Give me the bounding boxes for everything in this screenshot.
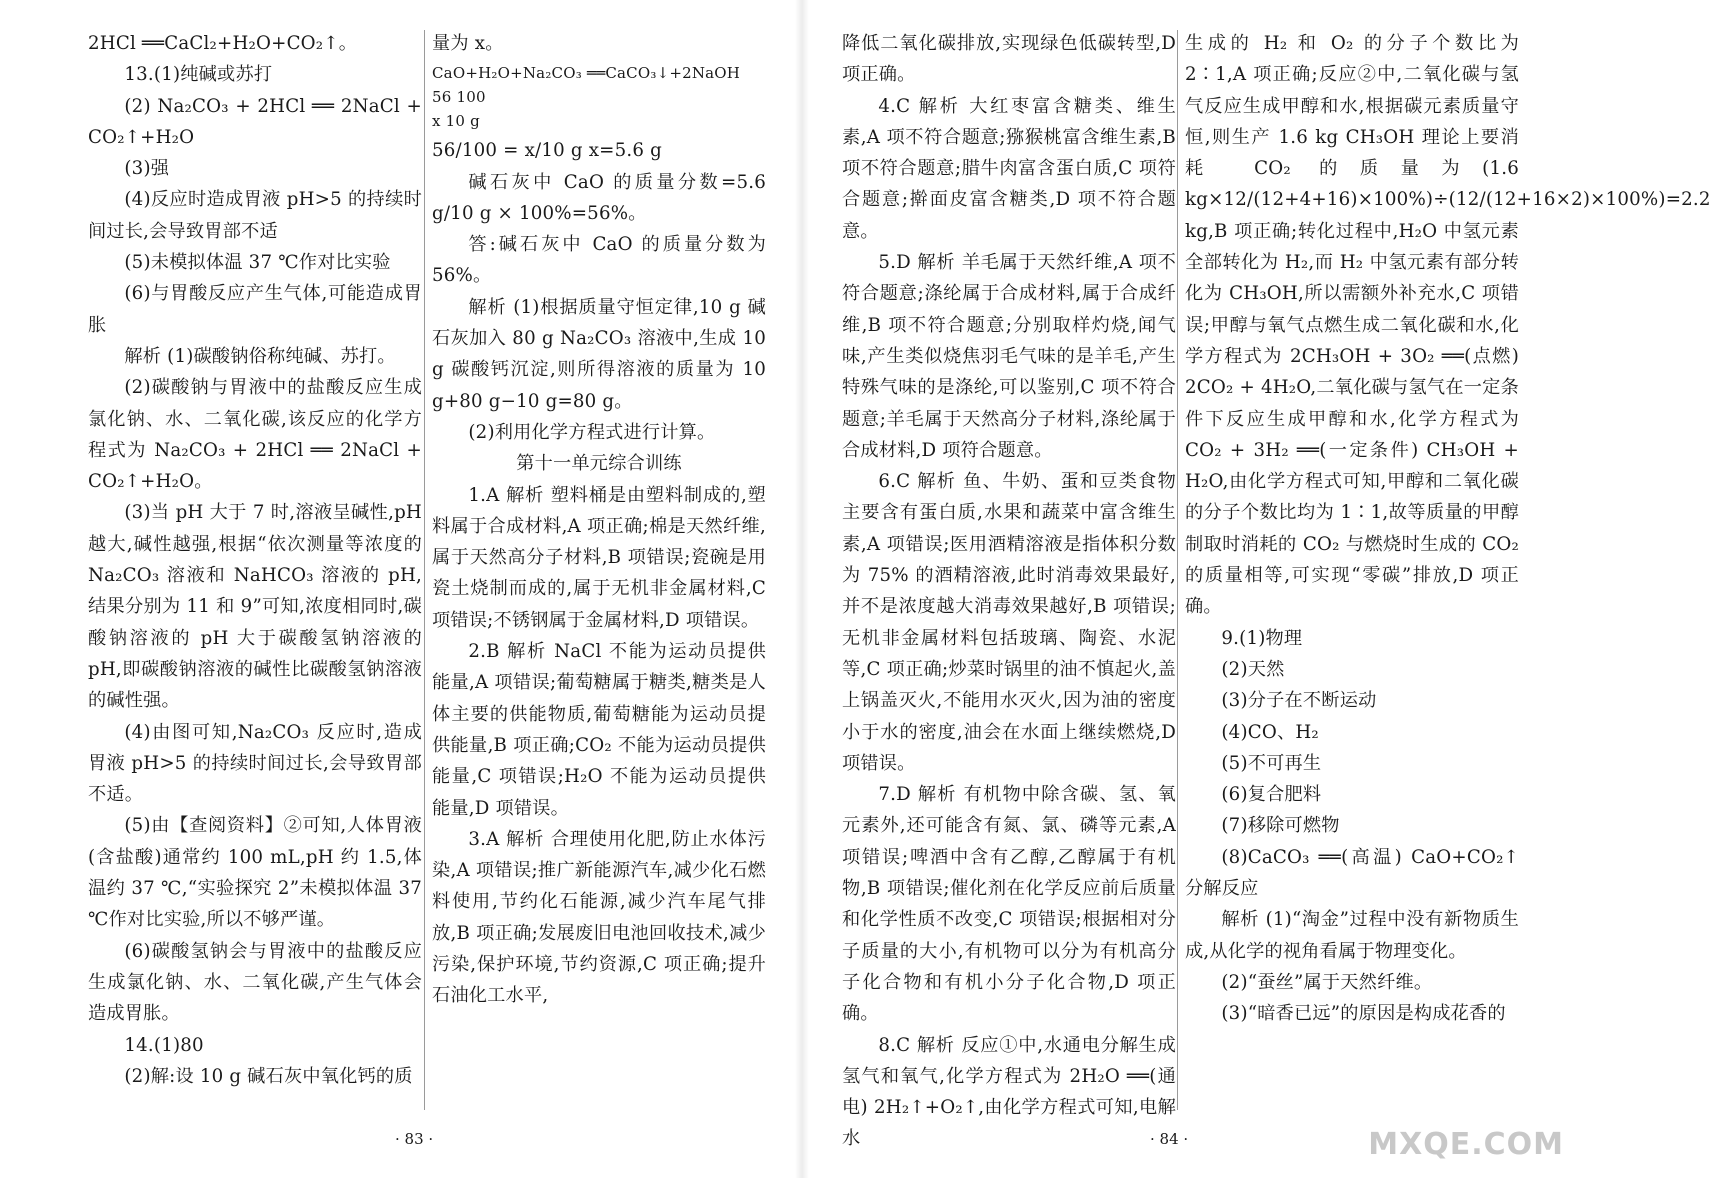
paragraph: (2)碳酸钠与胃液中的盐酸反应生成氯化钠、水、二氧化碳,该反应的化学方程式为 Na₂CO₃ + 2HCl ══ 2NaCl + CO₂↑+H₂O。 xyxy=(88,377,422,493)
paragraph: (7)移除可燃物 xyxy=(1221,815,1340,837)
paragraph: 降低二氧化碳排放,实现绿色低碳转型,D 项正确。 xyxy=(842,33,1176,86)
page-number-left: · 83 · xyxy=(395,1130,434,1148)
page-number-right: · 84 · xyxy=(1150,1130,1189,1148)
paragraph: (2) Na₂CO₃ + 2HCl ══ 2NaCl + CO₂↑+H₂O xyxy=(88,95,422,148)
paragraph: (5)未模拟体温 37 ℃作对比实验 xyxy=(124,252,391,274)
column-4 xyxy=(1185,28,1711,1030)
paragraph: 5.D 解析 羊毛属于天然纤维,A 项不符合题意;涤纶属于合成材料,属于合成纤维,B 项不符合题意;分别取样灼烧,闻气味,产生类似烧焦羽毛气味的是羊毛,产生特殊气味的是涤纶,可以鉴别,C 项不符合题意;羊毛属于天然高分子材料,涤纶属于合成材料,D 项符合题意。 xyxy=(842,252,1176,461)
paragraph: 解析 (1)“淘金”过程中没有新物质生成,从化学的视角看属于物理变化。 xyxy=(1185,909,1519,962)
paragraph: (6)碳酸氢钠会与胃液中的盐酸反应生成氯化钠、水、二氧化碳,产生气体会造成胃胀。 xyxy=(88,940,422,1025)
paragraph: 7.D 解析 有机物中除含碳、氢、氧元素外,还可能含有氮、氯、磷等元素,A 项错误;啤酒中含有乙醇,乙醇属于有机物,B 项错误;催化剂在化学反应前后质量和化学性质不改变,C 项错误;根据相对分子质量的大小,有机物可以分为有机高分子化合物和有机小分子化合物,D 项正确。 xyxy=(842,784,1176,1025)
column-1 xyxy=(88,28,422,1092)
paragraph: (3)“暗香已远”的原因是构成花香的 xyxy=(1221,1003,1506,1025)
paragraph: 解析 (1)根据质量守恒定律,10 g 碱石灰加入 80 g Na₂CO₃ 溶液中,生成 10 g 碳酸钙沉淀,则所得溶液的质量为 10 g+80 g−10 g=80 g。 xyxy=(432,296,766,412)
paragraph: (8)CaCO₃ ══(高温) CaO+CO₂↑ 分解反应 xyxy=(1185,846,1519,900)
paragraph: 1.A 解析 塑料桶是由塑料制成的,塑料属于合成材料,A 项正确;棉是天然纤维,属于天然高分子材料,B 项错误;瓷碗是用瓷土烧制而成的,属于无机非金属材料,C 项错误;不锈钢属于金属材料,D 项错误。 xyxy=(432,484,766,631)
paragraph: (4)CO、H₂ xyxy=(1221,721,1319,743)
paragraph: (4)反应时造成胃液 pH>5 的持续时间过长,会导致胃部不适 xyxy=(88,189,422,242)
book-spine xyxy=(795,0,809,1178)
paragraph: 解析 (1)碳酸钠俗称纯碱、苏打。 xyxy=(124,345,396,367)
paragraph: 14.(1)80 xyxy=(124,1034,204,1056)
column-divider xyxy=(424,30,425,1110)
paragraph: 56 100 xyxy=(432,88,486,107)
paragraph: (2)利用化学方程式进行计算。 xyxy=(468,421,716,443)
paragraph: 9.(1)物理 xyxy=(1221,627,1303,649)
paragraph: 4.C 解析 大红枣富含糖类、维生素,A 项不符合题意;猕猴桃富含维生素,B 项不符合题意;腊牛肉富含蛋白质,C 项符合题意;擀面皮富含糖类,D 项不符合题意。 xyxy=(842,95,1176,242)
paragraph: 2HCl ══CaCl₂+H₂O+CO₂↑。 xyxy=(88,33,358,54)
paragraph: (5)不可再生 xyxy=(1221,752,1322,774)
paragraph: (6)与胃酸反应产生气体,可能造成胃胀 xyxy=(88,283,422,336)
paragraph: 生成的 H₂ 和 O₂ 的分子个数比为 2∶1,A 项正确;反应②中,二氧化碳与氢气反应生成甲醇和水,根据碳元素质量守恒,则生产 1.6 kg CH₃OH 理论上要消耗 CO₂ 的质量为(1.6 kg×12/(12+4+16)×100%)÷(12/(12+16×2)×100%)=2.2 kg,B 项正确;转化过程中,H₂O 中氢元素全部转化为 H₂,而 H₂ 中氢元素有部分转化为 CH₃OH,所以需额外补充水,C 项错误;甲醇与氧气点燃生成二氧化碳和水,化学方程式为 2CH₃OH + 3O₂ ══(点燃) 2CO₂ + 4H₂O,二氧化碳与氢气在一定条件下反应生成甲醇和水,化学方程式为 CO₂ + 3H₂ ══(一定条件) CH₃OH + H₂O,由化学方程式可知,甲醇和二氧化碳的分子个数比均为 1∶1,故等质量的甲醇制取时消耗的 CO₂ 与燃烧时生成的 CO₂ 的质量相等,可实现“零碳”排放,D 项正确。 xyxy=(1185,33,1711,618)
paragraph: (2)天然 xyxy=(1221,658,1285,680)
paragraph: (2)“蚕丝”属于天然纤维。 xyxy=(1221,971,1433,993)
paragraph: 6.C 解析 鱼、牛奶、蛋和豆类食物主要含有蛋白质,水果和蔬菜中富含维生素,A 项错误;医用酒精溶液是指体积分数为 75% 的酒精溶液,此时消毒效果最好,并不是浓度越大消毒效果越好,B 项错误;无机非金属材料包括玻璃、陶瓷、水泥等,C 项正确;炒菜时锅里的油不慎起火,盖上锅盖灭火,不能用水灭火,因为油的密度小于水的密度,油会在水面上继续燃烧,D 项错误。 xyxy=(842,471,1176,774)
column-3 xyxy=(842,28,1176,1155)
column-divider xyxy=(1177,30,1178,1110)
paragraph: (3)当 pH 大于 7 时,溶液呈碱性,pH 越大,碱性越强,根据“依次测量等浓度的 Na₂CO₃ 溶液和 NaHCO₃ 溶液的 pH,结果分别为 11 和 9”可知,浓度相同时,碳酸钠溶液的 pH 大于碳酸氢钠溶液的 pH,即碳酸钠溶液的碱性比碳酸氢钠溶液的碱性强。 xyxy=(88,502,422,712)
paragraph: 3.A 解析 合理使用化肥,防止水体污染,A 项错误;推广新能源汽车,减少化石燃料使用,节约化石能源,减少汽车尾气排放,B 项正确;发展废旧电池回收技术,减少污染,保护环境,节约资源,C 项正确;提升石油化工水平, xyxy=(432,828,766,1007)
paragraph: (6)复合肥料 xyxy=(1221,784,1322,806)
watermark-logo: MXQE.COM xyxy=(1368,1127,1564,1162)
paragraph: 碱石灰中 CaO 的质量分数=5.6 g/10 g × 100%=56%。 xyxy=(432,171,766,224)
paragraph: (2)解:设 10 g 碱石灰中氧化钙的质 xyxy=(124,1065,413,1087)
paragraph: 56/100 = x/10 g x=5.6 g xyxy=(432,140,662,162)
paragraph: (3)分子在不断运动 xyxy=(1221,690,1377,712)
paragraph: (5)由【查阅资料】②可知,人体胃液(含盐酸)通常约 100 mL,pH 约 1.5,体温约 37 ℃,“实验探究 2”未模拟体温 37 ℃作对比实验,所以不够严谨。 xyxy=(88,815,422,931)
paragraph: (3)强 xyxy=(124,158,170,180)
paragraph: x 10 g xyxy=(432,112,480,131)
paragraph: 2.B 解析 NaCl 不能为运动员提供能量,A 项错误;葡萄糖属于糖类,糖类是人体主要的供能物质,葡萄糖能为运动员提供能量,B 项正确;CO₂ 不能为运动员提供能量,C 项错误;H₂O 不能为运动员提供能量,D 项错误。 xyxy=(432,641,766,819)
column-2 xyxy=(432,28,766,1012)
paragraph: (4)由图可知,Na₂CO₃ 反应时,造成胃液 pH>5 的持续时间过长,会导致胃部不适。 xyxy=(88,721,422,806)
paragraph: 8.C 解析 反应①中,水通电分解生成氢气和氧气,化学方程式为 2H₂O ══(通电) 2H₂↑+O₂↑,由化学方程式可知,电解水 xyxy=(842,1034,1176,1150)
paragraph: 答:碱石灰中 CaO 的质量分数为 56%。 xyxy=(432,234,766,287)
paragraph: 13.(1)纯碱或苏打 xyxy=(124,64,273,86)
paragraph: 量为 x。 xyxy=(432,33,504,54)
paragraph: CaO+H₂O+Na₂CO₃ ══CaCO₃↓+2NaOH xyxy=(432,64,741,83)
paragraph: 第十一单元综合训练 xyxy=(516,453,682,475)
